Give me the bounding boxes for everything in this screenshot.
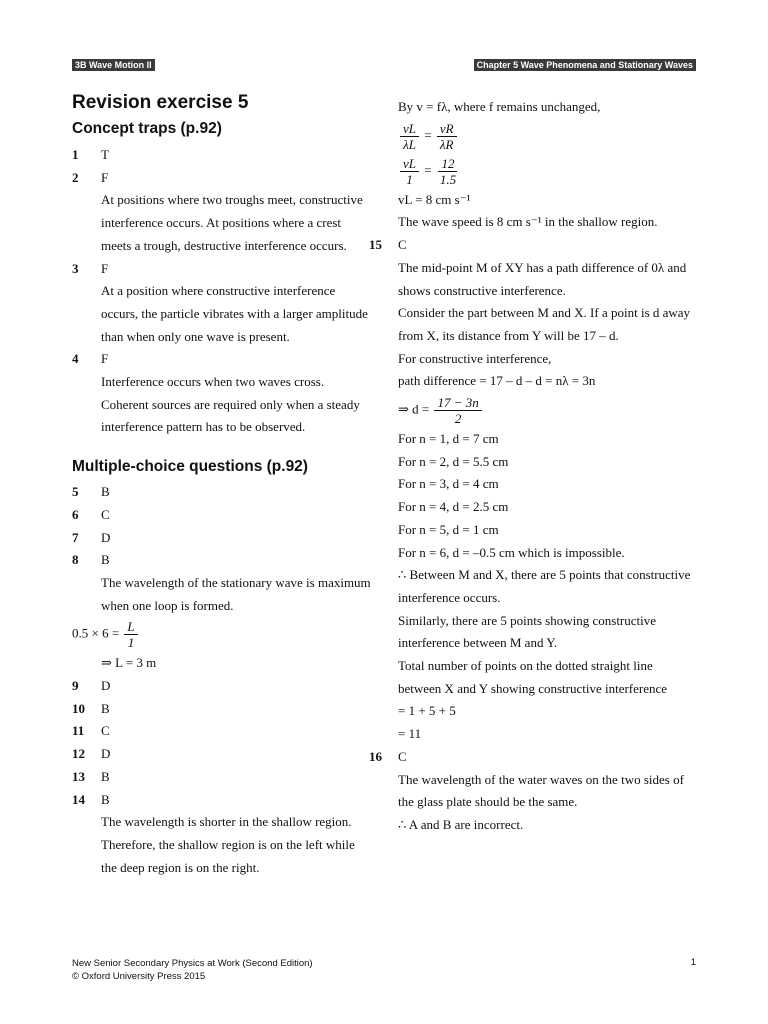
denominator: 1 <box>406 171 413 187</box>
fraction <box>124 619 137 650</box>
numerator: 12 <box>438 156 457 172</box>
footer-copyright: © Oxford University Press 2015 <box>72 971 206 982</box>
equation-d <box>398 393 698 428</box>
numerator: 17 − 3n <box>434 395 481 411</box>
answer: D <box>101 678 111 694</box>
numerator: vR <box>437 121 457 137</box>
conclusion-line: = 11 <box>398 726 422 742</box>
explanation-line: ∴ A and B are incorrect. <box>398 816 524 832</box>
question-13 <box>72 766 372 789</box>
denominator: 1.5 <box>439 171 457 187</box>
answer: B <box>101 552 110 568</box>
page-title: Revision exercise 5 <box>72 92 249 113</box>
explanation-line: path difference = 17 – d – d = nλ = 3n <box>398 373 596 389</box>
answer: D <box>101 746 111 762</box>
question-4 <box>72 348 372 371</box>
question-10 <box>72 698 372 721</box>
question-number: 2 <box>72 169 79 185</box>
case-line: For n = 1, d = 7 cm <box>398 431 499 447</box>
question-number: 5 <box>72 484 79 500</box>
conclusion-line: ∴ Between M and X, there are 5 points that constructive interference occurs. <box>398 567 691 605</box>
question-number: 6 <box>72 506 79 522</box>
question-number: 11 <box>72 723 85 739</box>
case-line: For n = 3, d = 4 cm <box>398 476 499 492</box>
equation <box>72 617 372 652</box>
question-number: 16 <box>369 748 382 764</box>
answer: T <box>101 147 109 162</box>
question-6 <box>72 504 372 527</box>
answer: C <box>398 748 407 764</box>
question-number: 9 <box>72 678 79 694</box>
question-number: 4 <box>72 351 79 367</box>
running-header-left: 3B Wave Motion II <box>72 59 155 71</box>
conclusion-line: Similarly, there are 5 points showing constructive interference between M and Y. <box>398 612 657 651</box>
explanation: At positions where two troughs meet, constructive interference occurs. At positions where a crest meets a trough, destructive interference occurs. <box>101 192 363 253</box>
question-2 <box>72 167 372 190</box>
denominator: 1 <box>127 635 135 651</box>
question-number: 14 <box>72 791 85 807</box>
question-number: 1 <box>72 147 79 162</box>
case-line: For n = 4, d = 2.5 cm <box>398 499 509 515</box>
equation-result: vL = 8 cm s⁻¹ <box>398 191 471 207</box>
question-12 <box>72 743 372 766</box>
intro-text: By v = fλ, where f remains unchanged, <box>398 99 601 114</box>
explanation: The wavelength of the stationary wave is maximum when one loop is formed. <box>101 574 371 613</box>
question-8 <box>72 549 372 572</box>
explanation-line: Consider the part between M and X. If a point is d away from X, its distance from Y will be 17 – d. <box>398 305 691 343</box>
page-number: 1 <box>690 957 696 968</box>
question-number: 12 <box>72 746 85 762</box>
conclusion-line: Total number of points on the dotted straight line between X and Y showing constructive interference <box>398 658 668 696</box>
answer: B <box>101 768 110 784</box>
question-14 <box>72 789 372 812</box>
speed-text: The wave speed is 8 cm s⁻¹ in the shallow region. <box>398 214 658 230</box>
answer: B <box>101 791 110 807</box>
question-11 <box>72 720 372 743</box>
question-1 <box>72 144 372 167</box>
fraction <box>434 395 481 426</box>
denominator: λL <box>403 136 416 152</box>
explanation-line: The wavelength of the water waves on the two sides of the glass plate should be the same. <box>398 771 684 810</box>
answer: F <box>101 351 109 367</box>
explanation: The wavelength is shorter in the shallow region. Therefore, the shallow region is on the left while the deep region is on the right. <box>101 814 355 875</box>
answer: D <box>101 529 111 545</box>
case-line: For n = 6, d = –0.5 cm which is impossible. <box>398 544 625 560</box>
concept-traps-heading: Concept traps (p.92) <box>72 120 222 137</box>
left-column <box>72 90 372 879</box>
conclusion-line: = 1 + 5 + 5 <box>398 703 456 719</box>
question-number: 7 <box>72 529 79 545</box>
answer: C <box>398 237 407 253</box>
fraction <box>437 121 457 152</box>
explanation-line: For constructive interference, <box>398 350 552 366</box>
numerator: vL <box>400 156 419 172</box>
answer: F <box>101 260 109 276</box>
question-7 <box>72 527 372 550</box>
right-column <box>369 96 698 837</box>
question-number: 10 <box>72 700 85 716</box>
equation-values: $\frac{vL}{1}$ = $\frac{12}{1.5}$ <box>398 154 698 189</box>
question-number: 8 <box>72 552 79 568</box>
numerator: L <box>124 619 137 635</box>
fraction <box>437 156 459 187</box>
mcq-heading: Multiple-choice questions (p.92) <box>72 458 308 476</box>
answer: C <box>101 723 110 739</box>
case-line: For n = 2, d = 5.5 cm <box>398 453 509 469</box>
question-number: 13 <box>72 768 85 784</box>
question-5 <box>72 481 372 504</box>
equation-lhs: ⇒ d = <box>398 401 430 417</box>
footer-book-title: New Senior Secondary Physics at Work (Second Edition) <box>72 958 313 969</box>
question-number: 3 <box>72 260 79 276</box>
result: ⇒ L = 3 m <box>101 655 157 671</box>
denominator: λR <box>439 136 454 152</box>
fraction <box>400 156 419 187</box>
equation-lhs: 0.5 × 6 = <box>72 625 120 641</box>
explanation: At a position where constructive interference occurs, the particle vibrates with a larger amplitude than when only one wave is present. <box>101 283 368 344</box>
denominator: 2 <box>454 411 462 427</box>
question-3 <box>72 258 372 281</box>
question-15 <box>369 234 698 257</box>
answer: F <box>101 169 109 185</box>
question-16 <box>369 746 698 769</box>
fraction <box>400 121 419 152</box>
equation-ratio: $\frac{vL}{\lambda L}$ = $\frac{vR}{\lambda R}$ <box>398 119 698 154</box>
case-line: For n = 5, d = 1 cm <box>398 521 499 537</box>
explanation-line: The mid-point M of XY has a path difference of 0λ and shows constructive interference. <box>398 259 687 298</box>
answer: C <box>101 506 110 522</box>
explanation: Interference occurs when two waves cross. Coherent sources are required only when a steady interference pattern has to be observed. <box>101 374 360 435</box>
answer: B <box>101 484 110 500</box>
answer: B <box>101 700 110 716</box>
question-number: 15 <box>369 237 382 253</box>
numerator: vL <box>400 121 419 137</box>
running-header-right: Chapter 5 Wave Phenomena and Stationary Waves <box>474 59 696 71</box>
footer <box>72 957 313 983</box>
question-9 <box>72 675 372 698</box>
